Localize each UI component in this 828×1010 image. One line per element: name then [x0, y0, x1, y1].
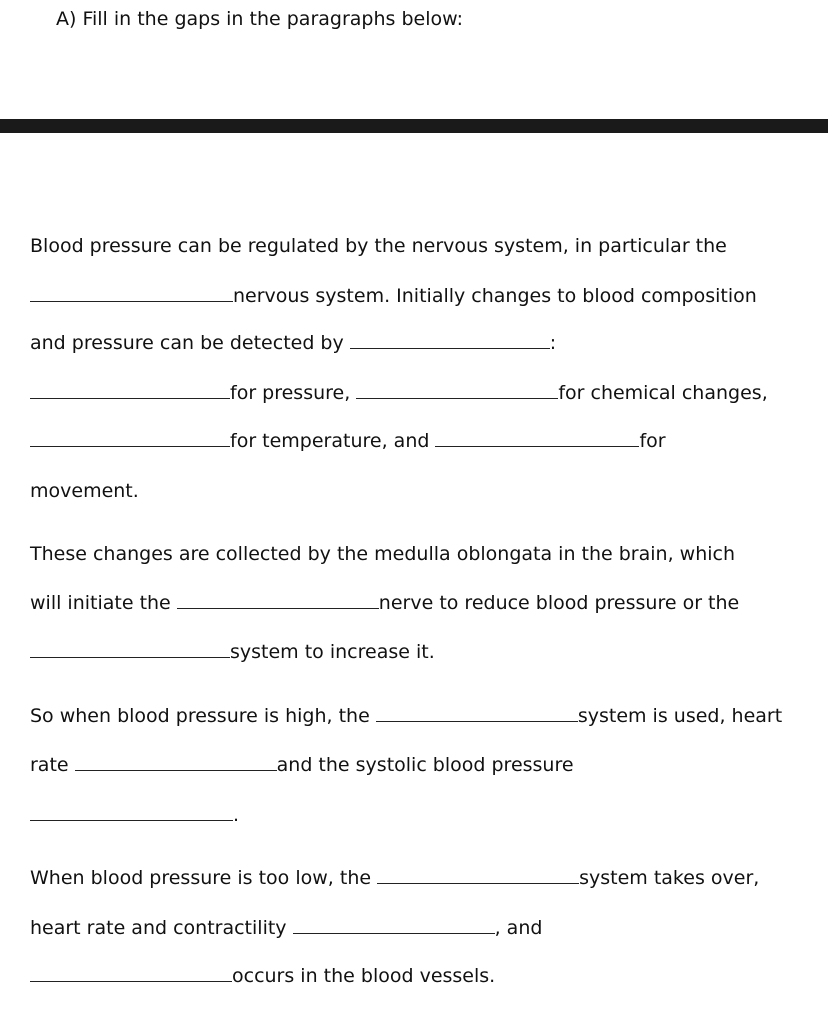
- p1-line-3: [30, 331, 556, 355]
- p3-text: and the systolic blood pressure: [276, 754, 574, 776]
- blank-systolic-change[interactable]: [30, 803, 233, 821]
- p1-text: :: [549, 332, 557, 354]
- p3-line-1: [30, 704, 782, 728]
- blank-high-pressure-system[interactable]: [376, 704, 578, 722]
- blank-vessel-response[interactable]: [30, 964, 232, 982]
- p4-line-3: [30, 964, 495, 988]
- p4-text: When blood pressure is too low, the: [30, 867, 372, 889]
- p2-text: These changes are collected by the medulla oblongata in the brain, which: [30, 543, 736, 565]
- p2-line-2: [30, 591, 739, 615]
- p3-line-2: [30, 753, 574, 777]
- p1-line-5: [30, 429, 666, 453]
- p3-text: .: [233, 804, 240, 826]
- p1-text: and pressure can be detected by: [30, 332, 344, 354]
- p1-text: movement.: [30, 480, 139, 502]
- p2-text: will initiate the: [30, 592, 171, 614]
- p4-line-2: [30, 916, 542, 940]
- header-divider-bar: [0, 119, 828, 133]
- p4-line-1: [30, 866, 759, 890]
- p4-text: , and: [494, 917, 543, 939]
- p1-text: for temperature, and: [230, 430, 430, 452]
- p4-text: heart rate and contractility: [30, 917, 287, 939]
- p3-text: rate: [30, 754, 69, 776]
- p1-line-4: [30, 381, 768, 405]
- p4-text: system takes over,: [579, 867, 760, 889]
- blank-chemical-receptor[interactable]: [356, 381, 558, 399]
- blank-nerve-name[interactable]: [177, 591, 379, 609]
- p2-text: nerve to reduce blood pressure or the: [378, 592, 740, 614]
- blank-autonomic-type[interactable]: [30, 284, 233, 302]
- p1-line-6: [30, 479, 139, 503]
- p1-line-1: [30, 234, 727, 258]
- p4-text: occurs in the blood vessels.: [232, 965, 496, 987]
- p1-text: Blood pressure can be regulated by the nervous system, in particular the: [30, 235, 727, 257]
- p3-text: system is used, heart: [577, 705, 783, 727]
- p2-line-3: [30, 640, 435, 664]
- p3-text: So when blood pressure is high, the: [30, 705, 370, 727]
- blank-temperature-receptor[interactable]: [30, 429, 230, 447]
- p1-text: for chemical changes,: [558, 382, 768, 404]
- blank-heart-rate-change[interactable]: [75, 753, 277, 771]
- blank-detector-type[interactable]: [350, 331, 550, 349]
- blank-increase-system[interactable]: [30, 640, 230, 658]
- blank-pressure-receptor[interactable]: [30, 381, 230, 399]
- worksheet-instruction-title: A) Fill in the gaps in the paragraphs below:: [56, 8, 464, 30]
- blank-contractility-change[interactable]: [293, 916, 495, 934]
- p1-text: for pressure,: [230, 382, 351, 404]
- blank-low-pressure-system[interactable]: [377, 866, 579, 884]
- p3-line-3: [30, 803, 239, 827]
- p1-text: for: [639, 430, 666, 452]
- p2-line-1: [30, 542, 735, 566]
- p1-text: nervous system. Initially changes to blood composition: [233, 285, 757, 307]
- p1-line-2: [30, 284, 757, 308]
- blank-movement-receptor[interactable]: [435, 429, 639, 447]
- p2-text: system to increase it.: [230, 641, 435, 663]
